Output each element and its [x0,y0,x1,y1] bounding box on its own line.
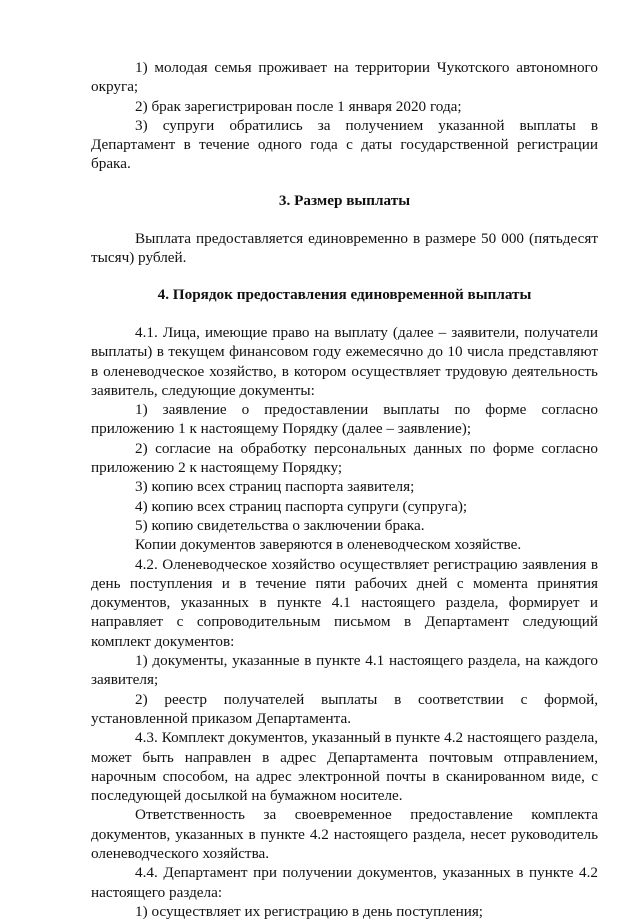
paragraph: 4) копию всех страниц паспорта супруги (супруга); [135,497,468,515]
paragraph: 2) реестр получателей выплаты в соответствии с формой, установленной приказом Департамента. [91,690,598,727]
paragraph: Выплата предоставляется единовременно в размере 50 000 (пятьдесят тысяч) рублей. [91,230,598,267]
paragraph: 2) брак зарегистрирован после 1 января 2020 года; [135,97,462,115]
paragraph: 1) молодая семья проживает на территории Чукотского автономного округа; [91,59,598,96]
paragraph: 1) заявление о предоставлении выплаты по форме согласно приложению 1 к настоящему Порядку (далее – заявление); [91,401,598,438]
paragraph: 1) осуществляет их регистрацию в день поступления; [135,902,484,920]
section-heading: 3. Размер выплаты [278,191,411,209]
paragraph: 4.3. Комплект документов, указанный в пункте 4.2 настоящего раздела, может быть направлен в адрес Департамента почтовым отправлением, нарочным способом, на адрес электронной почты в сканированном виде, с последующей досылкой на бумажном носителе. [91,729,598,805]
paragraph: 2) согласие на обработку персональных данных по форме согласно приложению 2 к настоящему Порядку; [91,439,598,477]
paragraph: 1) документы, указанные в пункте 4.1 настоящего раздела, на каждого заявителя; [91,652,598,689]
paragraph: Ответственность за своевременное предоставление комплекта документов, указанных в пункте 4.2 настоящего раздела, несет руководитель оленеводческого хозяйства. [91,806,598,862]
paragraph: Копии документов заверяются в оленеводческом хозяйстве. [135,536,522,554]
paragraph: 4.4. Департамент при получении документов, указанных в пункте 4.2 настоящего раздела: [91,864,598,901]
paragraph: 4.1. Лица, имеющие право на выплату (далее – заявители, получатели выплаты) в текущем финансовом году ежемесячно до 10 числа представляют в оленеводческое хозяйство, в котором осуществляет трудовую деятельность заявитель, следующие документы: [91,323,598,399]
paragraph: 5) копию свидетельства о заключении брака. [135,516,425,534]
paragraph: 3) супруги обратились за получением указанной выплаты в Департамент в течение одного года с даты государственной регистрации брака. [91,116,598,173]
paragraph: 3) копию всех страниц паспорта заявителя; [135,478,415,496]
paragraph: 4.2. Оленеводческое хозяйство осуществляет регистрацию заявления в день поступления и в течение пяти рабочих дней с момента принятия документов, указанных в пункте 4.1 настоящего раздела, формирует и направляет с сопроводительным письмом в Департамент следующий комплект документов: [91,555,598,650]
section-heading: 4. Порядок предоставления единовременной выплаты [157,285,532,303]
